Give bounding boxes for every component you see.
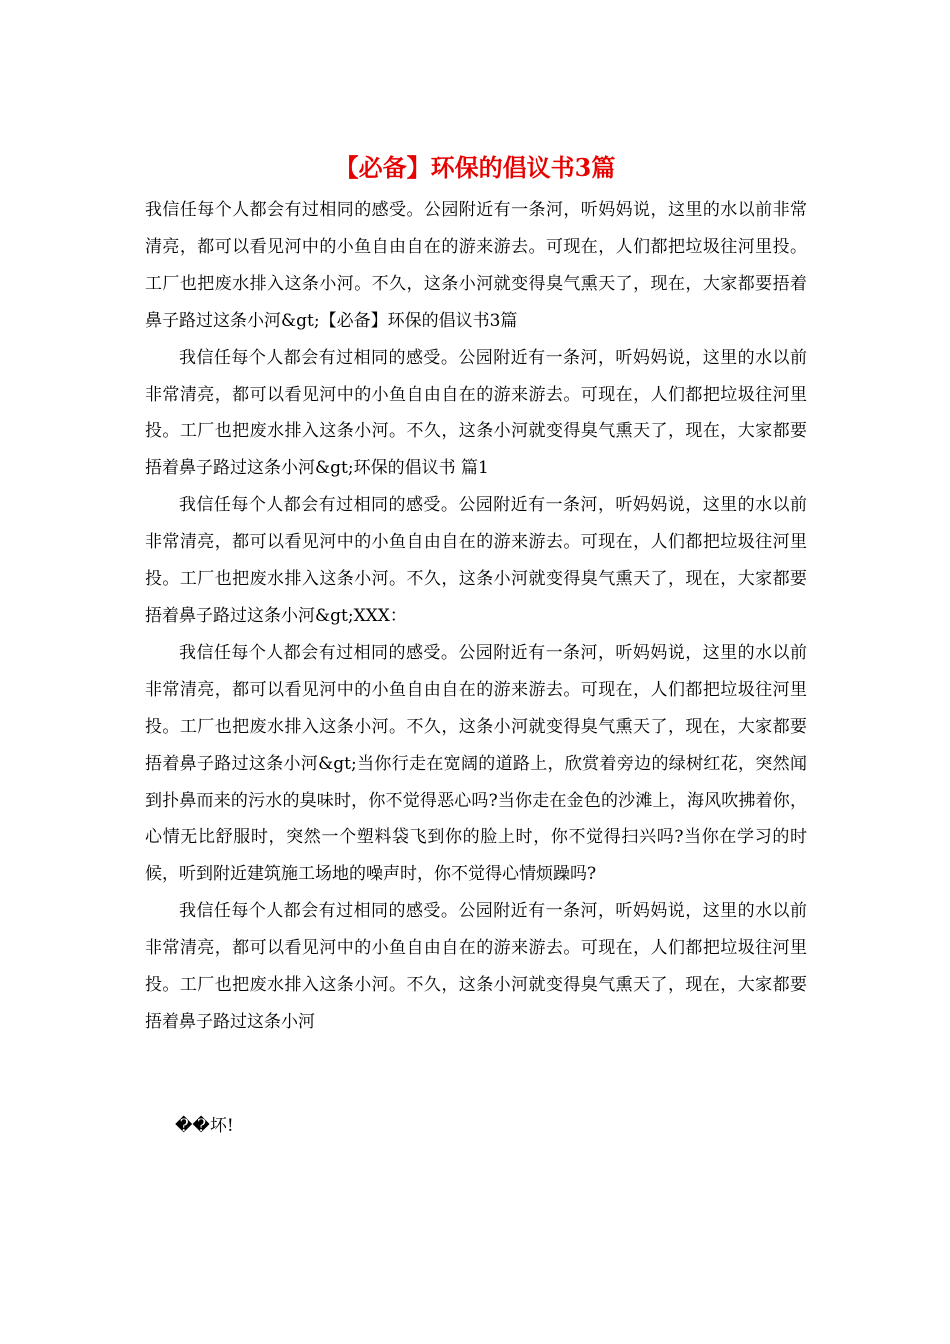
trailing-text: ��坏! <box>175 1116 234 1136</box>
paragraph-5: 我信任每个人都会有过相同的感受。公园附近有一条河，听妈妈说，这里的水以前非常清亮，都可以看见河中的小鱼自由自在的游来游去。可现在，人们都把垃圾往河里投。工厂也把废水排入这条小河。不久，这条小河就变得臭气熏天了，现在，大家都要捂着鼻子路过这条小河 <box>145 901 807 1032</box>
paragraph-1: 我信任每个人都会有过相同的感受。公园附近有一条河，听妈妈说，这里的水以前非常清亮，都可以看见河中的小鱼自由自在的游来游去。可现在，人们都把垃圾往河里投。工厂也把废水排入这条小河。不久，这条小河就变得臭气熏天了，现在，大家都要捂着鼻子路过这条小河&gt;【必备】环保的倡议书3篇 <box>145 200 807 331</box>
paragraph-2: 我信任每个人都会有过相同的感受。公园附近有一条河，听妈妈说，这里的水以前非常清亮，都可以看见河中的小鱼自由自在的游来游去。可现在，人们都把垃圾往河里投。工厂也把废水排入这条小河。不久，这条小河就变得臭气熏天了，现在，大家都要捂着鼻子路过这条小河&gt;环保的倡议书 篇1 <box>145 347 807 479</box>
document-title: 【必备】环保的倡议书3篇 <box>334 153 616 182</box>
paragraph-3: 我信任每个人都会有过相同的感受。公园附近有一条河，听妈妈说，这里的水以前非常清亮，都可以看见河中的小鱼自由自在的游来游去。可现在，人们都把垃圾往河里投。工厂也把废水排入这条小河。不久，这条小河就变得臭气熏天了，现在，大家都要捂着鼻子路过这条小河&gt;XXX： <box>145 495 807 626</box>
document-body <box>145 192 807 1041</box>
paragraph-4: 我信任每个人都会有过相同的感受。公园附近有一条河，听妈妈说，这里的水以前非常清亮，都可以看见河中的小鱼自由自在的游来游去。可现在，人们都把垃圾往河里投。工厂也把废水排入这条小河。不久，这条小河就变得臭气熏天了，现在，大家都要捂着鼻子路过这条小河&gt;当你行走在宽阔的道路上，欣赏着旁边的绿树红花，突然闻到扑鼻而来的污水的臭味时，你不觉得恶心吗?当你走在金色的沙滩上，海风吹拂着你，心情无比舒服时，突然一个塑料袋飞到你的脸上时，你不觉得扫兴吗?当你在学习的时候，听到附近建筑施工场地的噪声时，你不觉得心情烦躁吗? <box>145 642 807 885</box>
